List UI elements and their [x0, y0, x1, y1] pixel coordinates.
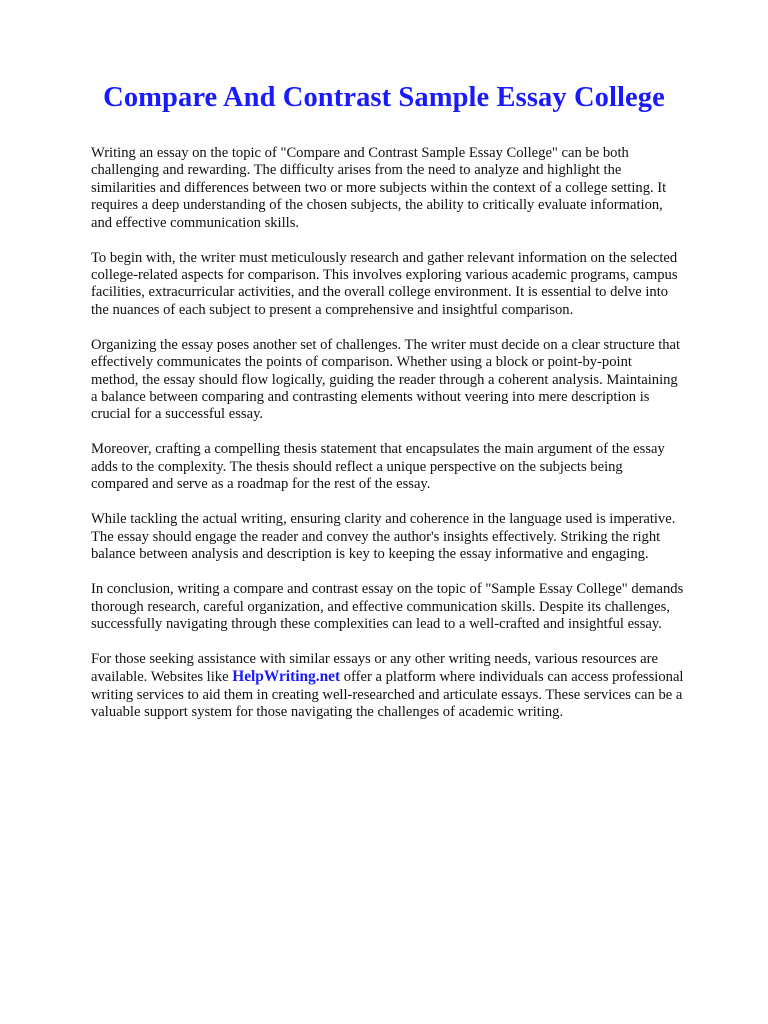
text-line: a balance between comparing and contrasting elements without veering into mere description is [91, 389, 650, 406]
text-line: challenging and rewarding. The difficulty arises from the need to analyze and highlight the [91, 162, 622, 179]
text-line: successfully navigating through these complexities can lead to a well-crafted and insightful essay. [91, 615, 662, 632]
text-line: method, the essay should flow logically, guiding the reader through a coherent analysis. Maintaining [91, 371, 678, 388]
text-line: and effective communication skills. [91, 214, 300, 231]
paragraph [91, 145, 731, 232]
paragraph [91, 337, 731, 424]
text-line: similarities and differences between two or more subjects within the context of a college setting. It [91, 179, 667, 196]
text-fragment: available. Websites like [91, 669, 233, 686]
text-fragment: offer a platform where individuals can access professional [340, 669, 684, 686]
text-line: writing services to aid them in creating well-researched and articulate essays. These services can be a [91, 686, 683, 703]
text-line: thorough research, careful organization, and effective communication skills. Despite its challenges, [91, 598, 670, 615]
paragraph [91, 511, 731, 563]
page-title: Compare And Contrast Sample Essay College [103, 82, 665, 113]
text-line: requires a deep understanding of the chosen subjects, the ability to critically evaluate information, [91, 197, 663, 214]
text-line: While tackling the actual writing, ensuring clarity and coherence in the language used is imperative. [91, 511, 676, 528]
text-line: Organizing the essay poses another set of challenges. The writer must decide on a clear structure that [91, 336, 681, 353]
text-line: The essay should engage the reader and convey the author's insights effectively. Striking the right [91, 528, 661, 545]
text-line [91, 668, 731, 686]
text-line: To begin with, the writer must meticulously research and gather relevant information on the selected [91, 249, 678, 266]
text-line: facilities, extracurricular activities, and the overall college environment. It is essential to delve into [91, 284, 669, 301]
paragraph-final [91, 651, 731, 722]
text-line: the nuances of each subject to present a comprehensive and insightful comparison. [91, 301, 574, 318]
text-line: balance between analysis and description is key to keeping the essay informative and engaging. [91, 546, 649, 563]
text-line: In conclusion, writing a compare and contrast essay on the topic of "Sample Essay College" demands [91, 581, 684, 598]
text-line: adds to the complexity. The thesis should reflect a unique perspective on the subjects being [91, 458, 623, 475]
essay-body [91, 145, 731, 739]
paragraph-list [91, 145, 731, 633]
text-line: valuable support system for those navigating the challenges of academic writing. [91, 704, 564, 721]
paragraph [91, 250, 731, 320]
paragraph [91, 581, 731, 633]
paragraph [91, 441, 731, 493]
helpwriting-link[interactable]: HelpWriting.net [232, 668, 341, 686]
text-line: compared and serve as a roadmap for the rest of the essay. [91, 476, 431, 493]
text-line: effectively communicates the points of comparison. Whether using a block or point-by-point [91, 354, 632, 371]
text-line: crucial for a successful essay. [91, 406, 264, 423]
text-line: For those seeking assistance with similar essays or any other writing needs, various resources are [91, 650, 658, 667]
text-line: Writing an essay on the topic of "Compare and Contrast Sample Essay College" can be both [91, 145, 629, 161]
text-line: college-related aspects for comparison. This involves exploring various academic programs, campus [91, 267, 678, 284]
text-line: Moreover, crafting a compelling thesis statement that encapsulates the main argument of the essay [91, 441, 665, 458]
